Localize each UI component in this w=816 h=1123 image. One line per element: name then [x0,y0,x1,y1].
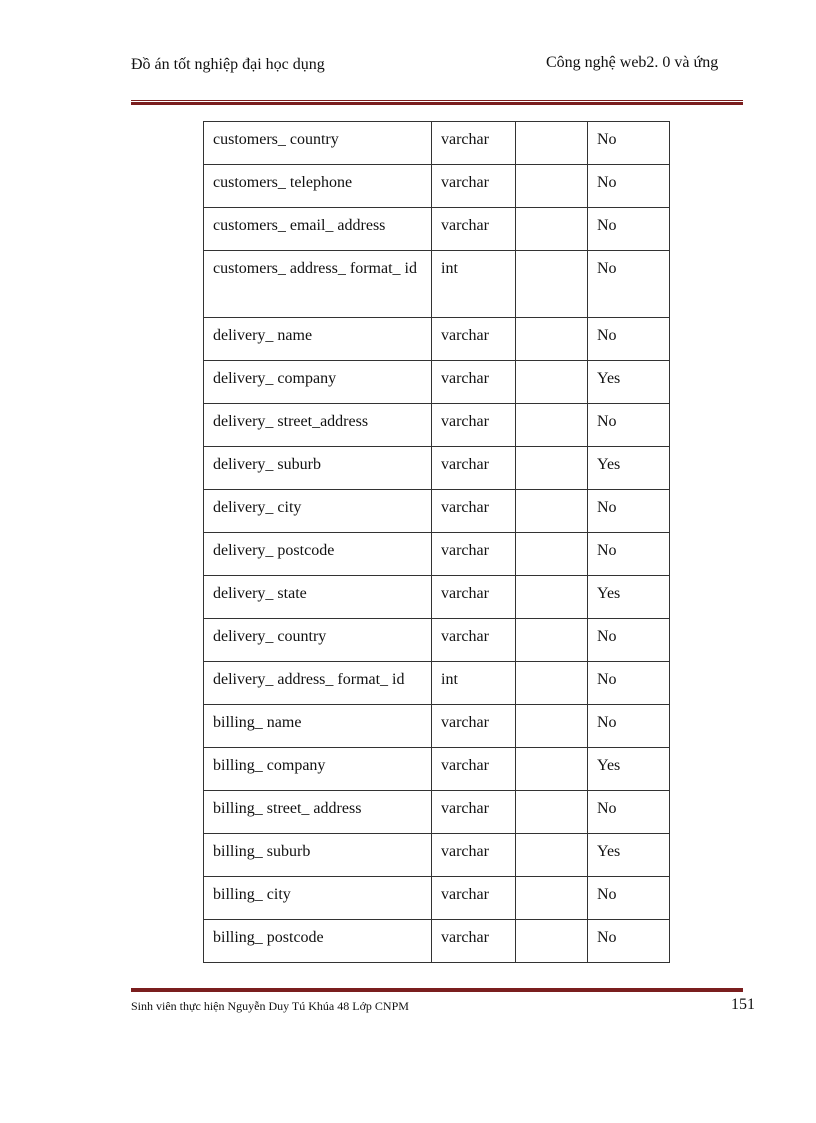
table-row [204,533,670,576]
nullable-cell: No [588,619,670,662]
data-type-cell: int [432,251,516,318]
nullable-cell: No [588,662,670,705]
nullable-cell: No [588,318,670,361]
data-type-cell: varchar [432,318,516,361]
data-type-cell: int [432,662,516,705]
extra-cell [516,920,588,963]
table-row [204,361,670,404]
nullable-cell: No [588,791,670,834]
field-name-cell: delivery_ state [204,576,432,619]
table-row [204,490,670,533]
table-row [204,705,670,748]
extra-cell [516,576,588,619]
data-type-cell: varchar [432,619,516,662]
table-row [204,576,670,619]
field-name-cell: customers_ address_ format_ id [204,251,432,318]
field-name-cell: customers_ telephone [204,165,432,208]
header-divider [131,100,743,105]
table-row [204,877,670,920]
extra-cell [516,165,588,208]
nullable-cell: No [588,122,670,165]
data-type-cell: varchar [432,834,516,877]
extra-cell [516,791,588,834]
extra-cell [516,122,588,165]
data-type-cell: varchar [432,748,516,791]
data-type-cell: varchar [432,920,516,963]
field-name-cell: delivery_ postcode [204,533,432,576]
field-name-cell: customers_ email_ address [204,208,432,251]
header-title-left: Đồ án tốt nghiệp đại học dụng [131,56,325,73]
field-name-cell: billing_ street_ address [204,791,432,834]
data-type-cell: varchar [432,533,516,576]
table-row [204,619,670,662]
schema-table-body [204,122,670,963]
nullable-cell: No [588,705,670,748]
nullable-cell: No [588,251,670,318]
extra-cell [516,318,588,361]
table-row [204,920,670,963]
data-type-cell: varchar [432,877,516,920]
table-row [204,447,670,490]
table-row [204,791,670,834]
table-row [204,834,670,877]
data-type-cell: varchar [432,447,516,490]
table-row [204,251,670,318]
field-name-cell: delivery_ suburb [204,447,432,490]
data-type-cell: varchar [432,208,516,251]
nullable-cell: Yes [588,447,670,490]
data-type-cell: varchar [432,705,516,748]
table-row [204,165,670,208]
field-name-cell: billing_ city [204,877,432,920]
extra-cell [516,251,588,318]
field-name-cell: delivery_ country [204,619,432,662]
field-name-cell: billing_ company [204,748,432,791]
table-row [204,404,670,447]
data-type-cell: varchar [432,404,516,447]
extra-cell [516,877,588,920]
extra-cell [516,748,588,791]
extra-cell [516,533,588,576]
footer-author: Sinh viên thực hiện Nguyễn Duy Tú Khúa 48 Lớp CNPM [131,999,409,1013]
schema-table [203,121,670,963]
field-name-cell: billing_ name [204,705,432,748]
extra-cell [516,705,588,748]
extra-cell [516,447,588,490]
field-name-cell: delivery_ company [204,361,432,404]
header-title-right: Công nghệ web2. 0 và ứng [546,54,719,71]
extra-cell [516,208,588,251]
table-row [204,748,670,791]
data-type-cell: varchar [432,361,516,404]
nullable-cell: Yes [588,361,670,404]
nullable-cell: No [588,920,670,963]
nullable-cell: No [588,877,670,920]
nullable-cell: No [588,490,670,533]
field-name-cell: delivery_ name [204,318,432,361]
table-row [204,122,670,165]
footer-divider [131,987,743,992]
field-name-cell: delivery_ address_ format_ id [204,662,432,705]
data-type-cell: varchar [432,122,516,165]
data-type-cell: varchar [432,576,516,619]
field-name-cell: customers_ country [204,122,432,165]
field-name-cell: billing_ suburb [204,834,432,877]
nullable-cell: No [588,165,670,208]
extra-cell [516,834,588,877]
extra-cell [516,662,588,705]
data-type-cell: varchar [432,165,516,208]
table-row [204,318,670,361]
page-number: 151 [731,996,755,1013]
nullable-cell: No [588,533,670,576]
nullable-cell: Yes [588,834,670,877]
data-type-cell: varchar [432,490,516,533]
nullable-cell: Yes [588,576,670,619]
extra-cell [516,361,588,404]
nullable-cell: No [588,208,670,251]
extra-cell [516,404,588,447]
field-name-cell: delivery_ street_address [204,404,432,447]
table-row [204,662,670,705]
field-name-cell: billing_ postcode [204,920,432,963]
extra-cell [516,490,588,533]
nullable-cell: Yes [588,748,670,791]
table-row [204,208,670,251]
data-type-cell: varchar [432,791,516,834]
nullable-cell: No [588,404,670,447]
field-name-cell: delivery_ city [204,490,432,533]
extra-cell [516,619,588,662]
